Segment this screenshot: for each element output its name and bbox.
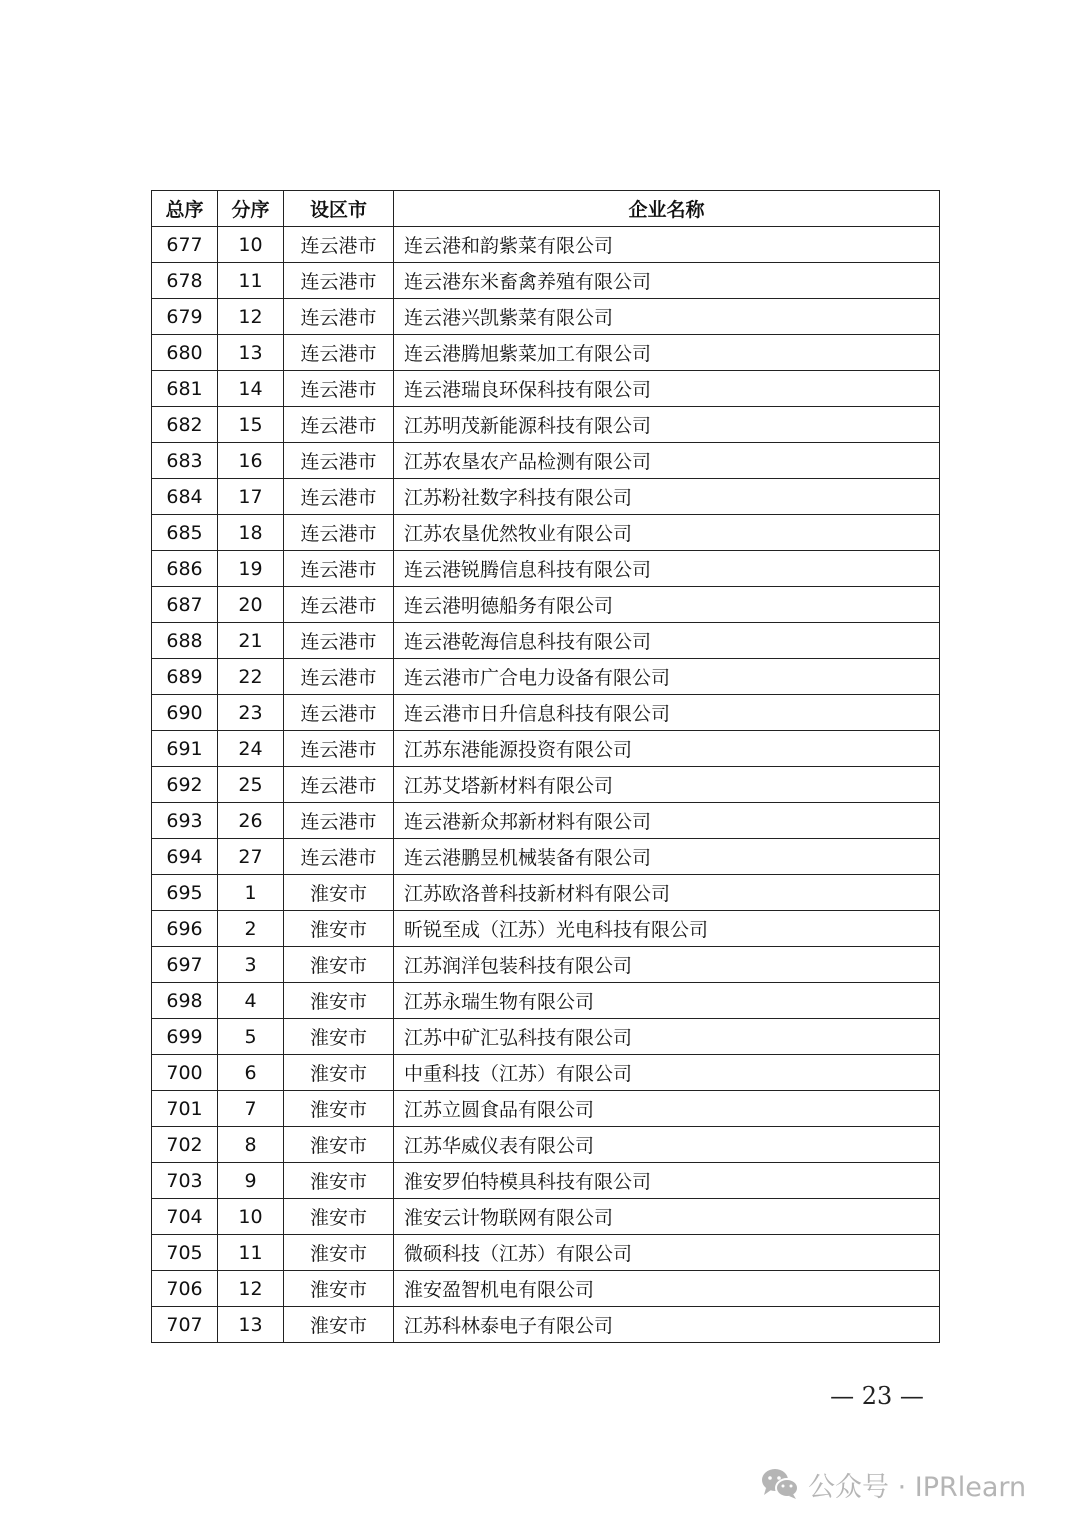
cell-company-name: 江苏立圆食品有限公司 xyxy=(394,1091,940,1127)
cell-sub-index: 24 xyxy=(218,731,284,767)
cell-company-name: 江苏中矿汇弘科技有限公司 xyxy=(394,1019,940,1055)
cell-company-name: 江苏农垦优然牧业有限公司 xyxy=(394,515,940,551)
cell-sub-index: 21 xyxy=(218,623,284,659)
table-row xyxy=(152,479,940,515)
cell-company-name: 连云港乾海信息科技有限公司 xyxy=(394,623,940,659)
cell-company-name: 连云港鹏昱机械装备有限公司 xyxy=(394,839,940,875)
table-row xyxy=(152,803,940,839)
wechat-icon xyxy=(760,1467,800,1501)
cell-company-name: 连云港瑞良环保科技有限公司 xyxy=(394,371,940,407)
cell-company-name: 江苏农垦农产品检测有限公司 xyxy=(394,443,940,479)
cell-company-name: 昕锐至成（江苏）光电科技有限公司 xyxy=(394,911,940,947)
table-row xyxy=(152,1091,940,1127)
cell-sub-index: 9 xyxy=(218,1163,284,1199)
cell-total-index: 699 xyxy=(152,1019,218,1055)
table-row xyxy=(152,1199,940,1235)
cell-sub-index: 10 xyxy=(218,227,284,263)
cell-total-index: 696 xyxy=(152,911,218,947)
cell-sub-index: 11 xyxy=(218,1235,284,1271)
table-row xyxy=(152,551,940,587)
cell-total-index: 677 xyxy=(152,227,218,263)
cell-city: 淮安市 xyxy=(284,1307,394,1343)
cell-total-index: 703 xyxy=(152,1163,218,1199)
cell-sub-index: 18 xyxy=(218,515,284,551)
table-row xyxy=(152,227,940,263)
cell-total-index: 686 xyxy=(152,551,218,587)
cell-company-name: 江苏粉社数字科技有限公司 xyxy=(394,479,940,515)
table-row xyxy=(152,659,940,695)
cell-city: 淮安市 xyxy=(284,1163,394,1199)
cell-sub-index: 26 xyxy=(218,803,284,839)
cell-city: 连云港市 xyxy=(284,479,394,515)
cell-total-index: 693 xyxy=(152,803,218,839)
cell-company-name: 淮安盈智机电有限公司 xyxy=(394,1271,940,1307)
cell-company-name: 中重科技（江苏）有限公司 xyxy=(394,1055,940,1091)
cell-total-index: 678 xyxy=(152,263,218,299)
cell-total-index: 695 xyxy=(152,875,218,911)
cell-sub-index: 19 xyxy=(218,551,284,587)
cell-sub-index: 16 xyxy=(218,443,284,479)
cell-city: 连云港市 xyxy=(284,515,394,551)
table-row xyxy=(152,911,940,947)
cell-company-name: 连云港市广合电力设备有限公司 xyxy=(394,659,940,695)
cell-sub-index: 12 xyxy=(218,299,284,335)
cell-total-index: 690 xyxy=(152,695,218,731)
cell-sub-index: 12 xyxy=(218,1271,284,1307)
header-city: 设区市 xyxy=(284,191,394,227)
table-row xyxy=(152,695,940,731)
cell-sub-index: 3 xyxy=(218,947,284,983)
cell-sub-index: 25 xyxy=(218,767,284,803)
table-row xyxy=(152,947,940,983)
cell-total-index: 688 xyxy=(152,623,218,659)
cell-total-index: 692 xyxy=(152,767,218,803)
cell-city: 淮安市 xyxy=(284,1235,394,1271)
cell-sub-index: 22 xyxy=(218,659,284,695)
cell-total-index: 694 xyxy=(152,839,218,875)
table-row xyxy=(152,623,940,659)
cell-sub-index: 15 xyxy=(218,407,284,443)
cell-sub-index: 27 xyxy=(218,839,284,875)
cell-company-name: 江苏艾塔新材料有限公司 xyxy=(394,767,940,803)
cell-total-index: 705 xyxy=(152,1235,218,1271)
cell-company-name: 江苏永瑞生物有限公司 xyxy=(394,983,940,1019)
cell-company-name: 江苏东港能源投资有限公司 xyxy=(394,731,940,767)
cell-sub-index: 11 xyxy=(218,263,284,299)
cell-total-index: 683 xyxy=(152,443,218,479)
cell-city: 连云港市 xyxy=(284,767,394,803)
table-row xyxy=(152,407,940,443)
cell-sub-index: 5 xyxy=(218,1019,284,1055)
table-row xyxy=(152,1271,940,1307)
table-row xyxy=(152,1019,940,1055)
cell-city: 连云港市 xyxy=(284,695,394,731)
cell-city: 连云港市 xyxy=(284,407,394,443)
cell-city: 淮安市 xyxy=(284,1271,394,1307)
cell-company-name: 江苏华威仪表有限公司 xyxy=(394,1127,940,1163)
cell-city: 连云港市 xyxy=(284,227,394,263)
table-row xyxy=(152,767,940,803)
cell-total-index: 685 xyxy=(152,515,218,551)
table-row xyxy=(152,335,940,371)
table-row xyxy=(152,1163,940,1199)
cell-city: 淮安市 xyxy=(284,947,394,983)
cell-city: 连云港市 xyxy=(284,623,394,659)
cell-city: 淮安市 xyxy=(284,911,394,947)
cell-city: 连云港市 xyxy=(284,299,394,335)
table-row xyxy=(152,1055,940,1091)
cell-total-index: 679 xyxy=(152,299,218,335)
cell-total-index: 700 xyxy=(152,1055,218,1091)
cell-company-name: 淮安云计物联网有限公司 xyxy=(394,1199,940,1235)
cell-sub-index: 6 xyxy=(218,1055,284,1091)
cell-total-index: 707 xyxy=(152,1307,218,1343)
header-company-name: 企业名称 xyxy=(394,191,940,227)
cell-city: 连云港市 xyxy=(284,587,394,623)
cell-company-name: 连云港锐腾信息科技有限公司 xyxy=(394,551,940,587)
cell-city: 连云港市 xyxy=(284,803,394,839)
table-row xyxy=(152,1307,940,1343)
cell-company-name: 淮安罗伯特模具科技有限公司 xyxy=(394,1163,940,1199)
cell-city: 连云港市 xyxy=(284,335,394,371)
table-header-row xyxy=(152,191,940,227)
cell-city: 淮安市 xyxy=(284,1019,394,1055)
cell-city: 连云港市 xyxy=(284,371,394,407)
cell-sub-index: 13 xyxy=(218,1307,284,1343)
table-row xyxy=(152,443,940,479)
cell-sub-index: 4 xyxy=(218,983,284,1019)
cell-company-name: 连云港明德船务有限公司 xyxy=(394,587,940,623)
cell-city: 连云港市 xyxy=(284,731,394,767)
cell-total-index: 687 xyxy=(152,587,218,623)
table-body xyxy=(152,227,940,1343)
table-row xyxy=(152,587,940,623)
cell-city: 连云港市 xyxy=(284,659,394,695)
cell-company-name: 连云港新众邦新材料有限公司 xyxy=(394,803,940,839)
cell-company-name: 江苏明茂新能源科技有限公司 xyxy=(394,407,940,443)
cell-company-name: 连云港兴凯紫菜有限公司 xyxy=(394,299,940,335)
cell-sub-index: 8 xyxy=(218,1127,284,1163)
table-row xyxy=(152,731,940,767)
page-number: — 23 — xyxy=(830,1382,924,1410)
cell-total-index: 689 xyxy=(152,659,218,695)
cell-company-name: 连云港和韵紫菜有限公司 xyxy=(394,227,940,263)
table-row xyxy=(152,983,940,1019)
cell-total-index: 680 xyxy=(152,335,218,371)
cell-sub-index: 7 xyxy=(218,1091,284,1127)
cell-city: 淮安市 xyxy=(284,983,394,1019)
enterprise-table xyxy=(151,190,940,1343)
cell-total-index: 701 xyxy=(152,1091,218,1127)
cell-company-name: 连云港东米畜禽养殖有限公司 xyxy=(394,263,940,299)
cell-city: 淮安市 xyxy=(284,875,394,911)
table-row xyxy=(152,299,940,335)
table-row xyxy=(152,1127,940,1163)
cell-city: 淮安市 xyxy=(284,1127,394,1163)
watermark xyxy=(760,1462,1026,1506)
table-row xyxy=(152,839,940,875)
cell-sub-index: 1 xyxy=(218,875,284,911)
cell-sub-index: 10 xyxy=(218,1199,284,1235)
cell-sub-index: 2 xyxy=(218,911,284,947)
cell-total-index: 684 xyxy=(152,479,218,515)
watermark-text: 公众号 · IPRlearn xyxy=(808,1471,1027,1503)
table-row xyxy=(152,263,940,299)
cell-total-index: 681 xyxy=(152,371,218,407)
cell-company-name: 江苏科林泰电子有限公司 xyxy=(394,1307,940,1343)
cell-total-index: 702 xyxy=(152,1127,218,1163)
cell-total-index: 704 xyxy=(152,1199,218,1235)
cell-company-name: 微硕科技（江苏）有限公司 xyxy=(394,1235,940,1271)
table-row xyxy=(152,515,940,551)
header-sub-index: 分序 xyxy=(218,191,284,227)
table-row xyxy=(152,371,940,407)
cell-company-name: 江苏欧洛普科技新材料有限公司 xyxy=(394,875,940,911)
cell-sub-index: 14 xyxy=(218,371,284,407)
cell-total-index: 706 xyxy=(152,1271,218,1307)
table-row xyxy=(152,875,940,911)
cell-total-index: 698 xyxy=(152,983,218,1019)
cell-total-index: 691 xyxy=(152,731,218,767)
cell-city: 淮安市 xyxy=(284,1055,394,1091)
cell-city: 连云港市 xyxy=(284,443,394,479)
cell-city: 连云港市 xyxy=(284,551,394,587)
cell-sub-index: 20 xyxy=(218,587,284,623)
cell-city: 连云港市 xyxy=(284,839,394,875)
cell-sub-index: 13 xyxy=(218,335,284,371)
cell-company-name: 江苏润洋包装科技有限公司 xyxy=(394,947,940,983)
cell-city: 连云港市 xyxy=(284,263,394,299)
table-row xyxy=(152,1235,940,1271)
cell-sub-index: 23 xyxy=(218,695,284,731)
cell-city: 淮安市 xyxy=(284,1091,394,1127)
cell-sub-index: 17 xyxy=(218,479,284,515)
cell-company-name: 连云港市日升信息科技有限公司 xyxy=(394,695,940,731)
cell-city: 淮安市 xyxy=(284,1199,394,1235)
cell-total-index: 682 xyxy=(152,407,218,443)
cell-total-index: 697 xyxy=(152,947,218,983)
header-total-index: 总序 xyxy=(152,191,218,227)
enterprise-table-container xyxy=(151,190,939,1343)
cell-company-name: 连云港腾旭紫菜加工有限公司 xyxy=(394,335,940,371)
